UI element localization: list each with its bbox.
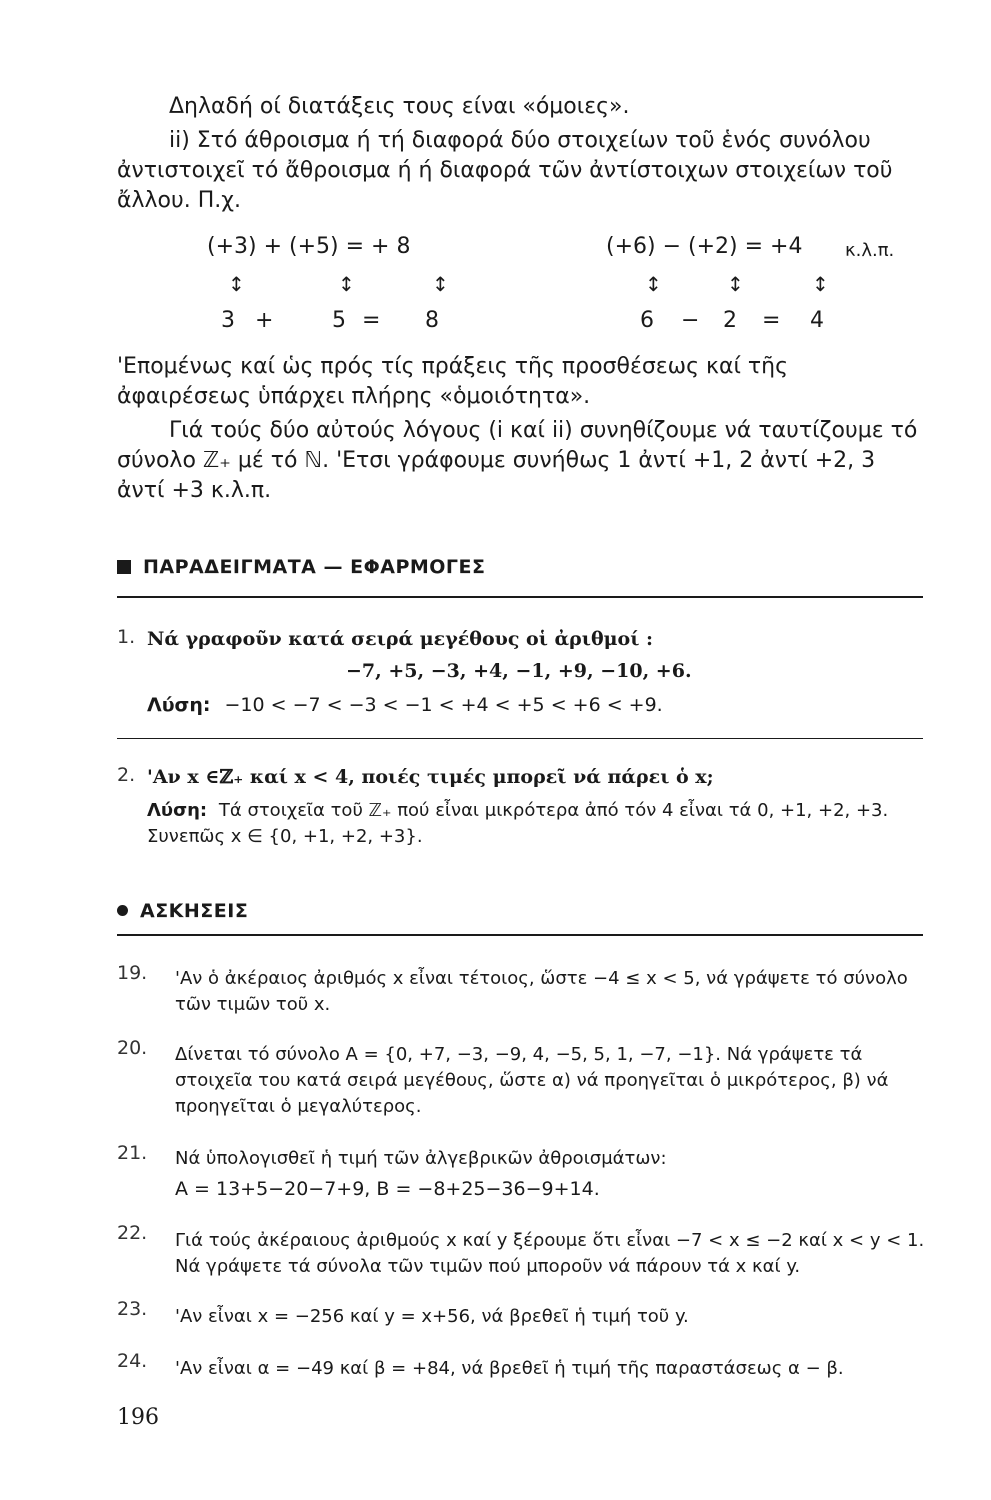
arrow-icon: ↕ [432,272,449,296]
paragraph-3: 'Επομένως καί ὡς πρός τίς πράξεις τῆς προσθέσεως καί τῆς ἀφαιρέσεως ὑπάρχει πλήρης «ὁμοιότητα». [117,354,789,409]
exercise-text: 'Αν εἶναι x = −256 καί y = x+56, νά βρεθεῖ ἡ τιμή τοῦ y. [175,1306,689,1327]
exercise-number: 24. [117,1350,148,1372]
arrow-icon: ↕ [812,272,829,296]
exercise-number: 22. [117,1222,148,1244]
equation-1-bottom-op: + [255,308,274,333]
round-bullet-icon [117,905,128,916]
intro-text [117,92,925,216]
equation-2-bottom-op: − [681,308,700,333]
solution-label: Λύση: [147,694,211,716]
example-question: Νά γραφοῦν κατά σειρά μεγέθους οἱ ἀριθμοί : [147,628,654,650]
example-divider [117,738,923,739]
paragraph-1: Δηλαδή οί διατάξεις τους είναι «όμοιες». [169,94,630,119]
example-number: 1. [117,626,136,648]
arrow-icon: ↕ [727,272,744,296]
example-number: 2. [117,764,136,786]
equation-2-bottom-a: 6 [640,308,654,333]
exercise-text: 'Αν ὁ ἀκέραιος ἀριθμός x εἶναι τέτοιος, ὥστε −4 ≤ x < 5, νά γράψετε τό σύνολο τῶν τιμῶν τοῦ x. [175,968,908,1015]
equation-1-bottom-c: 8 [425,308,439,333]
equation-1-bottom-b: 5 [332,308,346,333]
exercise-number: 20. [117,1037,148,1059]
equation-2-bottom-c: 4 [810,308,824,333]
exercise-number: 21. [117,1142,148,1164]
solution-text: Τά στοιχεῖα τοῦ ℤ₊ πού εἶναι μικρότερα ἀπό τόν 4 εἶναι τά 0, +1, +2, +3. Συνεπῶς x ∈ {0, +1, +2, +3}. [147,800,889,847]
section-divider [117,596,923,598]
exercises-heading [117,900,248,922]
example-numbers: −7, +5, −3, +4, −1, +9, −10, +6. [346,660,692,682]
section-divider [117,934,923,936]
equation-2-top: (+6) − (+2) = +4 [606,234,803,259]
exercise-number: 23. [117,1298,148,1320]
exercise-text: Νά ὑπολογισθεῖ ἡ τιμή τῶν ἀλγεβρικῶν ἀθροισμάτων: [175,1148,667,1169]
arrow-icon: ↕ [338,272,355,296]
exercise-text: Δίνεται τό σύνολο A = {0, +7, −3, −9, 4, −5, 5, 1, −7, −1}. Νά γράψετε τά στοιχεῖα του κατά σειρά μεγέθους, ὥστε α) νά προηγεῖται ὁ μικρότερος, β) νά προηγεῖται ὁ μεγαλύτερος. [175,1044,889,1117]
equation-2-bottom-b: 2 [723,308,737,333]
solution-text: −10 < −7 < −3 < −1 < +4 < +5 < +6 < +9. [224,694,663,716]
equation-1-bottom-eq: = [362,308,381,333]
equation-1-bottom-a: 3 [221,308,235,333]
arrow-icon: ↕ [228,272,245,296]
equation-2-suffix: κ.λ.π. [845,240,895,261]
exercise-number: 19. [117,962,148,984]
paragraph-4: Γιά τούς δύο αὐτούς λόγους (i καί ii) συνηθίζουμε νά ταυτίζουμε τό σύνολο ℤ₊ μέ τό ℕ. 'Ετσι γράφουμε συνήθως 1 ἀντί +1, 2 ἀντί +2, 3 ἀντί +3 κ.λ.π. [117,418,918,503]
equation-2-bottom-eq: = [762,308,781,333]
exercise-text: Γιά τούς ἀκέραιους ἀριθμούς x καί y ξέρουμε ὅτι εἶναι −7 < x ≤ −2 καί x < y < 1. Νά γράψετε τά σύνολα τῶν τιμῶν πού μποροῦν νά πάρουν τά x καί y. [175,1230,925,1277]
page-number: 196 [117,1405,159,1430]
exercises-title: ΑΣΚΗΣΕΙΣ [140,900,249,922]
examples-title: ΠΑΡΑΔΕΙΓΜΑΤΑ — ΕΦΑΡΜΟΓΕΣ [143,556,486,578]
arrow-icon: ↕ [645,272,662,296]
example-question: 'Αν x ∈ℤ₊ καί x < 4, ποιές τιμές μπορεῖ νά πάρει ὁ x; [147,766,714,788]
conclusion-text [117,352,925,506]
equation-1-top: (+3) + (+5) = + 8 [207,234,411,259]
example-solution [147,694,663,716]
exercise-formula: A = 13+5−20−7+9, B = −8+25−36−9+14. [175,1178,600,1200]
solution-label: Λύση: [147,800,208,821]
examples-heading [117,556,486,578]
paragraph-2: ii) Στό άθροισμα ή τή διαφορά δύο στοιχείων τοῦ ἑνός συνόλου ἀντιστοιχεῖ τό ἄθροισμα ή ή διαφορά τῶν ἀντίστοιχων στοιχείων τοῦ ἄλλου. Π.χ. [117,128,893,213]
exercise-text: 'Αν εἶναι α = −49 καί β = +84, νά βρεθεῖ ἡ τιμή τῆς παραστάσεως α − β. [175,1358,844,1379]
square-bullet-icon [117,560,131,574]
example-solution [147,798,925,850]
